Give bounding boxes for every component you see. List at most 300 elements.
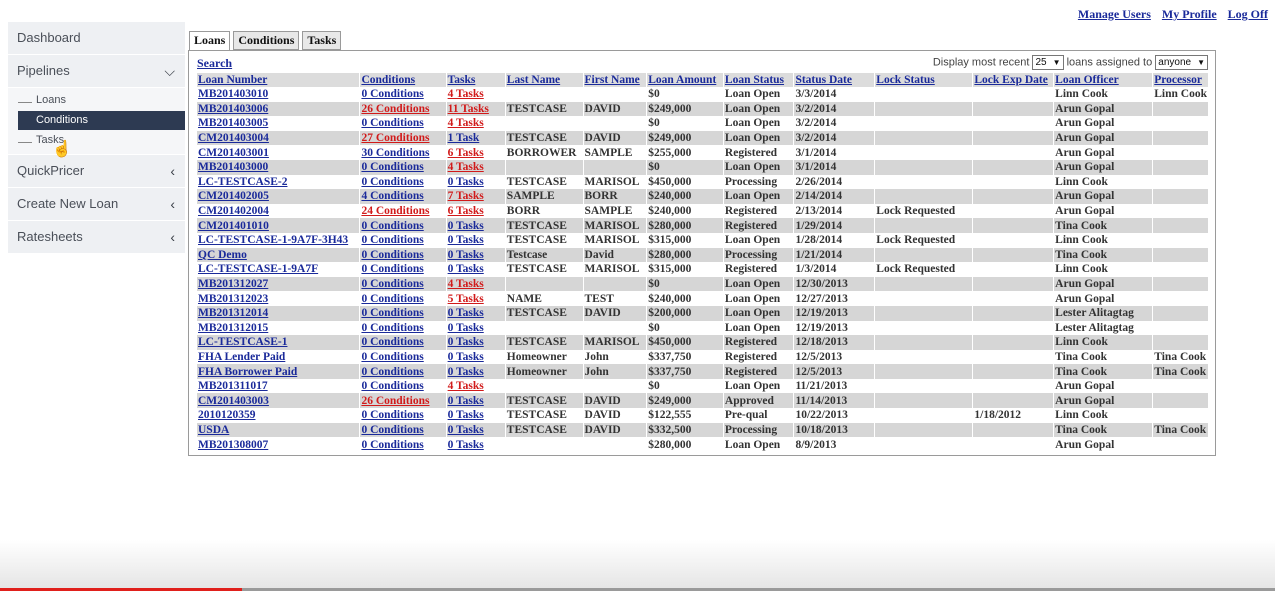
table-cell-officer: Lester Alitagtag [1054, 321, 1153, 336]
tasks-link[interactable]: 0 Tasks [447, 336, 484, 349]
table-cell-cond [360, 262, 446, 277]
column-header[interactable]: Lock Exp Date [973, 73, 1054, 87]
table-cell-lock [875, 160, 973, 175]
table-cell-tasks [446, 131, 505, 146]
loan-number-link[interactable]: MB201403006 [198, 102, 269, 115]
table-cell-cond [360, 145, 446, 160]
table-cell-loan [197, 204, 360, 219]
tasks-link[interactable]: 6 Tasks [447, 205, 484, 218]
table-cell-amount: $0 [647, 321, 724, 336]
column-header[interactable]: Loan Status [723, 73, 794, 87]
table-cell-first: David [583, 248, 647, 263]
table-cell-lock [875, 335, 973, 350]
table-cell-cond [360, 102, 446, 117]
table-cell-first: DAVID [583, 393, 647, 408]
table-cell-processor: Tina Cook [1153, 364, 1209, 379]
table-cell-status: Registered [723, 218, 794, 233]
loan-number-link[interactable]: CM201403004 [198, 132, 269, 145]
hand-cursor-icon: ☝ [52, 141, 72, 158]
tasks-link[interactable]: 0 Tasks [447, 263, 484, 276]
table-cell-last: BORR [505, 204, 583, 219]
loan-number-link[interactable]: QC Demo [198, 248, 247, 261]
sidebar-item-label: Create New Loan [17, 196, 119, 211]
table-cell-status: Registered [723, 335, 794, 350]
table-cell-last: Homeowner [505, 364, 583, 379]
table-cell-date: 11/14/2013 [794, 393, 875, 408]
table-cell-cond [360, 437, 446, 452]
table-cell-date: 12/18/2013 [794, 335, 875, 350]
table-cell-loan [197, 175, 360, 190]
conditions-link[interactable]: 30 Conditions [361, 146, 430, 159]
loan-number-link[interactable]: FHA Borrower Paid [198, 365, 298, 378]
table-cell-tasks [446, 189, 505, 204]
column-header[interactable]: Conditions [360, 73, 446, 87]
table-cell-last: TESTCASE [505, 423, 583, 438]
table-cell-lockexp [973, 131, 1054, 146]
table-cell-loan [197, 262, 360, 277]
table-cell-officer: Arun Gopal [1054, 204, 1153, 219]
table-cell-cond [360, 116, 446, 131]
search-link[interactable]: Search [197, 56, 233, 70]
table-cell-first [583, 116, 647, 131]
loan-number-link[interactable]: MB201312015 [198, 321, 269, 334]
table-cell-cond [360, 233, 446, 248]
table-cell-date: 1/29/2014 [794, 218, 875, 233]
table-cell-status: Registered [723, 204, 794, 219]
table-cell-status: Loan Open [723, 131, 794, 146]
table-cell-last: TESTCASE [505, 335, 583, 350]
conditions-link[interactable]: 0 Conditions [361, 161, 424, 174]
table-row [197, 160, 1209, 175]
loan-number-link[interactable]: LC-TESTCASE-1-9A7F-3H43 [198, 234, 349, 247]
log-off-link[interactable]: Log Off [1227, 7, 1268, 21]
conditions-link[interactable]: 0 Conditions [361, 278, 424, 291]
conditions-link[interactable]: 0 Conditions [361, 88, 424, 101]
table-cell-date: 12/5/2013 [794, 364, 875, 379]
table-cell-date: 8/9/2013 [794, 437, 875, 452]
tasks-link[interactable]: 4 Tasks [447, 380, 484, 393]
table-cell-lock [875, 102, 973, 117]
conditions-link[interactable]: 0 Conditions [361, 380, 424, 393]
table-cell-processor: Linn Cook [1154, 88, 1207, 101]
my-profile-link[interactable]: My Profile [1161, 7, 1217, 21]
tasks-link[interactable]: 0 Tasks [447, 219, 484, 232]
table-cell-last: TESTCASE [505, 306, 583, 321]
column-header[interactable]: First Name [583, 73, 647, 87]
table-cell-date: 1/21/2014 [794, 248, 875, 263]
loan-number-link[interactable]: CM201403001 [198, 146, 269, 159]
sidebar-subitem-conditions[interactable]: Conditions [18, 111, 185, 130]
assigned-to-select[interactable] [1155, 55, 1208, 70]
table-cell-lock [875, 364, 973, 379]
loan-number-link[interactable]: CM201402004 [198, 205, 269, 218]
table-header-row [197, 73, 1209, 87]
table-cell-officer: Linn Cook [1054, 408, 1153, 423]
table-cell-officer: Linn Cook [1054, 87, 1153, 102]
table-cell-loan [197, 189, 360, 204]
table-cell-lock [875, 321, 973, 336]
table-cell-amount: $240,000 [647, 291, 724, 306]
loan-number-link[interactable]: MB201312027 [198, 278, 269, 291]
conditions-link[interactable]: 0 Conditions [361, 423, 424, 436]
sidebar-item-dashboard[interactable] [8, 22, 185, 55]
tasks-link[interactable]: 4 Tasks [447, 161, 484, 174]
conditions-link[interactable]: 26 Conditions [361, 394, 430, 407]
table-cell-lock [875, 116, 973, 131]
loans-panel [188, 50, 1216, 456]
column-header[interactable]: Status Date [794, 73, 875, 87]
tasks-link[interactable]: 0 Tasks [447, 234, 484, 247]
assigned-to-value: anyone [1158, 57, 1192, 68]
table-cell-last: SAMPLE [505, 189, 583, 204]
table-cell-officer: Lester Alitagtag [1054, 306, 1153, 321]
table-cell-processor [1153, 321, 1209, 336]
tasks-link[interactable]: 5 Tasks [447, 292, 484, 305]
table-cell-tasks [446, 175, 505, 190]
table-cell-cond [360, 204, 446, 219]
tasks-link[interactable]: 0 Tasks [447, 350, 484, 363]
table-cell-status: Loan Open [723, 189, 794, 204]
tasks-link[interactable]: 7 Tasks [447, 190, 484, 203]
tasks-link[interactable]: 4 Tasks [447, 117, 484, 130]
loan-number-link[interactable]: MB201403005 [198, 117, 269, 130]
tasks-link[interactable]: 4 Tasks [447, 278, 484, 291]
table-cell-lockexp [973, 379, 1054, 394]
manage-users-link[interactable]: Manage Users [1077, 7, 1151, 21]
table-cell-loan [197, 277, 360, 292]
loan-number-link[interactable]: LC-TESTCASE-1-9A7F [198, 263, 319, 276]
table-cell-officer: Arun Gopal [1054, 145, 1153, 160]
table-cell-tasks [446, 248, 505, 263]
sidebar-item-quickpricer[interactable] [8, 155, 185, 188]
table-cell-status: Loan Open [723, 102, 794, 117]
table-cell-status: Registered [723, 262, 794, 277]
column-header[interactable]: Processor [1153, 73, 1209, 87]
loan-number-link[interactable]: LC-TESTCASE-2 [198, 175, 288, 188]
table-cell-status: Registered [723, 350, 794, 365]
table-cell-last [505, 437, 583, 452]
conditions-link[interactable]: 0 Conditions [361, 365, 424, 378]
table-cell-status: Loan Open [723, 160, 794, 175]
tasks-link[interactable]: 4 Tasks [447, 88, 484, 101]
table-cell-lock [875, 423, 973, 438]
table-cell-loan [197, 233, 360, 248]
table-row [197, 423, 1209, 438]
table-cell-tasks [446, 437, 505, 452]
tasks-link[interactable]: 0 Tasks [447, 307, 484, 320]
table-cell-officer: Linn Cook [1054, 335, 1153, 350]
table-cell-tasks [446, 335, 505, 350]
loan-number-link[interactable]: MB201312014 [198, 307, 269, 320]
loan-number-link[interactable]: USDA [198, 423, 230, 436]
table-cell-loan [197, 145, 360, 160]
tasks-link[interactable]: 6 Tasks [447, 146, 484, 159]
column-header[interactable]: Loan Number [197, 73, 360, 87]
sidebar-item-create-new-loan[interactable] [8, 188, 185, 221]
table-row [197, 350, 1209, 365]
table-row [197, 102, 1209, 117]
column-header[interactable]: Lock Status [875, 73, 973, 87]
table-cell-officer: Tina Cook [1054, 248, 1153, 263]
table-cell-first: BORR [583, 189, 647, 204]
table-cell-date: 1/3/2014 [794, 262, 875, 277]
table-cell-lock [875, 408, 973, 423]
table-cell-amount: $249,000 [647, 102, 724, 117]
column-header[interactable]: Tasks [446, 73, 505, 87]
table-cell-first: MARISOL [583, 335, 647, 350]
table-cell-loan [197, 87, 360, 102]
loan-number-link[interactable]: MB201312023 [198, 292, 269, 305]
table-cell-loan [197, 437, 360, 452]
table-cell-amount: $249,000 [647, 393, 724, 408]
table-row [197, 131, 1209, 146]
table-cell-last: Homeowner [505, 350, 583, 365]
table-cell-amount: $450,000 [647, 175, 724, 190]
conditions-link[interactable]: 0 Conditions [361, 307, 424, 320]
table-cell-first: TEST [583, 291, 647, 306]
table-cell-lock [875, 306, 973, 321]
table-cell-amount: $0 [647, 87, 724, 102]
table-cell-lockexp [973, 248, 1054, 263]
table-cell-last: TESTCASE [505, 218, 583, 233]
table-cell-cond [360, 189, 446, 204]
conditions-link[interactable]: 0 Conditions [361, 321, 424, 334]
table-cell-amount: $240,000 [647, 189, 724, 204]
tab-bar [189, 31, 344, 50]
table-row [197, 145, 1209, 160]
table-cell-processor [1153, 145, 1209, 160]
table-cell-cond [360, 175, 446, 190]
loan-number-link[interactable]: CM201403003 [198, 394, 269, 407]
column-header[interactable]: Loan Officer [1054, 73, 1153, 87]
table-cell-tasks [446, 364, 505, 379]
table-row [197, 364, 1209, 379]
table-cell-date: 3/1/2014 [794, 160, 875, 175]
tab-loans[interactable]: Loans [189, 31, 230, 51]
table-cell-tasks [446, 277, 505, 292]
table-cell-lock: Lock Requested [875, 262, 973, 277]
loan-number-link[interactable]: 2010120359 [198, 409, 256, 422]
table-cell-processor [1153, 393, 1209, 408]
loan-number-link[interactable]: MB201311017 [198, 380, 268, 393]
table-cell-loan [197, 160, 360, 175]
table-cell-processor [1153, 306, 1209, 321]
table-row [197, 218, 1209, 233]
table-cell-processor [1153, 102, 1209, 117]
table-cell-date: 3/2/2014 [794, 102, 875, 117]
table-cell-processor: Tina Cook [1153, 350, 1209, 365]
table-cell-lockexp [973, 102, 1054, 117]
table-cell-lock [875, 379, 973, 394]
table-row [197, 408, 1209, 423]
table-cell-loan [197, 335, 360, 350]
table-cell-processor [1153, 175, 1209, 190]
table-cell-last: TESTCASE [505, 393, 583, 408]
table-cell-lockexp [973, 87, 1054, 102]
conditions-link[interactable]: 26 Conditions [361, 102, 430, 115]
tasks-link[interactable]: 0 Tasks [447, 365, 484, 378]
tasks-link[interactable]: 0 Tasks [447, 248, 484, 261]
chevron-left-icon: ‹ [170, 163, 175, 179]
column-header[interactable]: Loan Amount [647, 73, 724, 87]
table-cell-cond [360, 364, 446, 379]
table-cell-first: DAVID [583, 102, 647, 117]
table-cell-last: TESTCASE [505, 175, 583, 190]
table-cell-first: SAMPLE [583, 204, 647, 219]
table-cell-tasks [446, 233, 505, 248]
conditions-link[interactable]: 0 Conditions [361, 234, 424, 247]
table-cell-processor [1153, 335, 1209, 350]
table-cell-first: John [583, 350, 647, 365]
table-cell-tasks [446, 393, 505, 408]
table-cell-officer: Arun Gopal [1054, 393, 1153, 408]
conditions-link[interactable]: 0 Conditions [361, 409, 424, 422]
table-cell-status: Registered [723, 145, 794, 160]
table-cell-cond [360, 393, 446, 408]
tasks-link[interactable]: 0 Tasks [447, 175, 484, 188]
loan-number-link[interactable]: FHA Lender Paid [198, 350, 286, 363]
conditions-link[interactable]: 0 Conditions [361, 292, 424, 305]
sidebar-subitem-loans[interactable]: Loans [18, 91, 185, 110]
table-cell-lock [875, 131, 973, 146]
conditions-link[interactable]: 0 Conditions [361, 350, 424, 363]
table-row [197, 116, 1209, 131]
table-cell-tasks [446, 306, 505, 321]
table-cell-loan [197, 306, 360, 321]
table-row [197, 262, 1209, 277]
tasks-link[interactable]: 0 Tasks [447, 394, 484, 407]
tab-tasks[interactable]: Tasks [302, 31, 341, 50]
loan-number-link[interactable]: CM201401010 [198, 219, 269, 232]
table-cell-tasks [446, 408, 505, 423]
loans-table [197, 73, 1209, 452]
table-cell-status: Processing [723, 175, 794, 190]
table-cell-first: MARISOL [583, 175, 647, 190]
table-cell-date: 12/30/2013 [794, 277, 875, 292]
table-cell-amount: $0 [647, 160, 724, 175]
table-cell-loan [197, 350, 360, 365]
table-cell-lock [875, 393, 973, 408]
sidebar-nav [8, 22, 185, 254]
conditions-link[interactable]: 0 Conditions [361, 219, 424, 232]
table-cell-amount: $332,500 [647, 423, 724, 438]
table-cell-status: Loan Open [723, 437, 794, 452]
table-cell-status: Approved [723, 393, 794, 408]
column-header[interactable]: Last Name [505, 73, 583, 87]
table-cell-lockexp [973, 393, 1054, 408]
sidebar-item-label: Dashboard [17, 30, 81, 45]
table-cell-tasks [446, 350, 505, 365]
loan-number-link[interactable]: MB201403010 [198, 88, 269, 101]
table-cell-officer: Arun Gopal [1054, 437, 1153, 452]
conditions-link[interactable]: 4 Conditions [361, 190, 424, 203]
table-cell-first: MARISOL [583, 218, 647, 233]
table-cell-processor [1153, 189, 1209, 204]
tasks-link[interactable]: 11 Tasks [447, 102, 489, 115]
tab-conditions[interactable]: Conditions [233, 31, 299, 50]
sidebar-subitem-tasks[interactable]: Tasks [18, 131, 185, 150]
loan-number-link[interactable]: CM201402005 [198, 190, 269, 203]
table-cell-status: Loan Open [723, 291, 794, 306]
table-cell-lockexp: 1/18/2012 [973, 408, 1054, 423]
conditions-link[interactable]: 0 Conditions [361, 175, 424, 188]
table-row [197, 291, 1209, 306]
table-row [197, 437, 1209, 452]
conditions-link[interactable]: 0 Conditions [361, 117, 424, 130]
tasks-link[interactable]: 0 Tasks [447, 321, 484, 334]
pipelines-submenu [8, 88, 185, 155]
table-cell-status: Loan Open [723, 116, 794, 131]
conditions-link[interactable]: 24 Conditions [361, 205, 430, 218]
table-cell-amount: $280,000 [647, 437, 724, 452]
table-cell-cond [360, 218, 446, 233]
table-cell-last: TESTCASE [505, 233, 583, 248]
table-cell-lockexp [973, 350, 1054, 365]
sidebar-item-pipelines[interactable] [8, 55, 185, 88]
table-cell-processor [1153, 408, 1209, 423]
tasks-link[interactable]: 0 Tasks [447, 409, 484, 422]
table-cell-processor [1153, 204, 1209, 219]
table-cell-officer: Arun Gopal [1054, 379, 1153, 394]
conditions-link[interactable]: 0 Conditions [361, 263, 424, 276]
table-cell-processor [1153, 379, 1209, 394]
table-cell-amount: $0 [647, 277, 724, 292]
table-cell-date: 12/27/2013 [794, 291, 875, 306]
table-cell-status: Loan Open [723, 321, 794, 336]
table-cell-cond [360, 248, 446, 263]
table-cell-processor [1153, 131, 1209, 146]
table-cell-lock: Lock Requested [875, 233, 973, 248]
table-cell-officer: Arun Gopal [1054, 189, 1153, 204]
conditions-link[interactable]: 0 Conditions [361, 438, 424, 451]
table-cell-officer: Tina Cook [1054, 423, 1153, 438]
table-cell-lock [875, 175, 973, 190]
table-cell-lockexp [973, 306, 1054, 321]
loan-number-link[interactable]: MB201403000 [198, 161, 269, 174]
table-cell-lockexp [973, 218, 1054, 233]
table-cell-loan [197, 131, 360, 146]
table-cell-status: Loan Open [723, 87, 794, 102]
table-cell-date: 2/13/2014 [794, 204, 875, 219]
table-row [197, 379, 1209, 394]
table-cell-amount: $315,000 [647, 262, 724, 277]
table-cell-date: 12/19/2013 [794, 306, 875, 321]
tasks-link[interactable]: 1 Task [447, 132, 480, 145]
display-count-select[interactable] [1032, 55, 1063, 70]
tasks-link[interactable]: 0 Tasks [447, 423, 484, 436]
table-cell-lock [875, 437, 973, 452]
conditions-link[interactable]: 27 Conditions [361, 132, 430, 145]
table-cell-cond [360, 87, 446, 102]
table-cell-date: 3/3/2014 [794, 87, 875, 102]
chevron-left-icon: ‹ [170, 229, 175, 245]
table-cell-lock [875, 145, 973, 160]
loan-number-link[interactable]: MB201308007 [198, 438, 269, 451]
table-cell-lock [875, 218, 973, 233]
table-cell-tasks [446, 423, 505, 438]
loan-number-link[interactable]: LC-TESTCASE-1 [198, 336, 288, 349]
sidebar-item-ratesheets[interactable] [8, 221, 185, 254]
conditions-link[interactable]: 0 Conditions [361, 248, 424, 261]
table-cell-last: TESTCASE [505, 262, 583, 277]
table-cell-lockexp [973, 160, 1054, 175]
table-cell-date: 1/28/2014 [794, 233, 875, 248]
conditions-link[interactable]: 0 Conditions [361, 336, 424, 349]
tasks-link[interactable]: 0 Tasks [447, 438, 484, 451]
table-cell-amount: $200,000 [647, 306, 724, 321]
table-cell-first [583, 277, 647, 292]
table-cell-officer: Arun Gopal [1054, 277, 1153, 292]
